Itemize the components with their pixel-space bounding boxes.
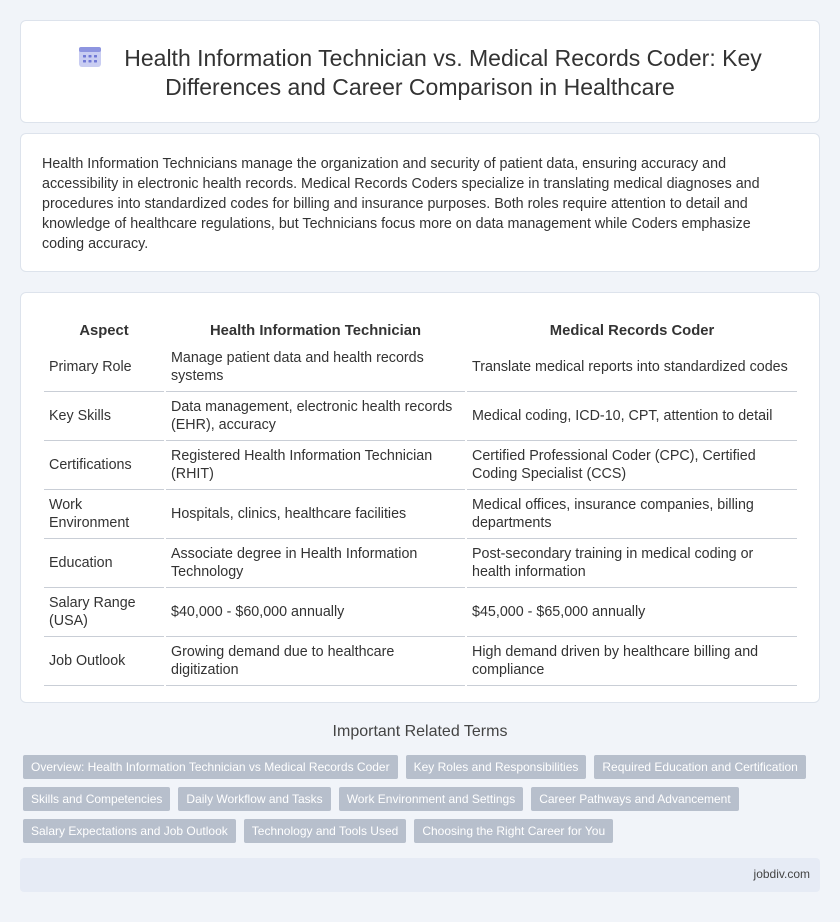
tag-key-roles[interactable]: Key Roles and Responsibilities: [406, 755, 587, 779]
row-aspect: Primary Role: [44, 343, 164, 392]
intro-card: [20, 133, 820, 272]
table-row: [44, 490, 797, 539]
footer-site[interactable]: jobdiv.com: [753, 867, 810, 881]
tag-career-pathways[interactable]: Career Pathways and Advancement: [531, 787, 738, 811]
comparison-table-card: [20, 292, 820, 703]
header-technician: Health Information Technician: [209, 323, 421, 339]
row-coder: High demand driven by healthcare billing and compliance: [467, 637, 797, 686]
row-technician: Growing demand due to healthcare digitization: [166, 637, 465, 686]
row-technician: Manage patient data and health records systems: [166, 343, 465, 392]
table-row: [44, 637, 797, 686]
table-row: [44, 392, 797, 441]
tag-skills[interactable]: Skills and Competencies: [23, 787, 170, 811]
row-aspect: Work Environment: [44, 490, 164, 539]
row-aspect: Job Outlook: [44, 637, 164, 686]
tag-row: [23, 787, 813, 811]
tag-row: [23, 755, 813, 779]
row-coder: Translate medical reports into standardized codes: [467, 343, 797, 392]
tag-salary-outlook[interactable]: Salary Expectations and Job Outlook: [23, 819, 236, 843]
row-aspect: Education: [44, 539, 164, 588]
header-coder: Medical Records Coder: [549, 323, 715, 339]
tag-technology-tools[interactable]: Technology and Tools Used: [244, 819, 407, 843]
intro-text: Health Information Technicians manage the organization and security of patient data, ensuring accuracy and accessibility in electronic health records. Medical Records Coders specialize in translating medical diagnoses and procedures into standardized codes for billing and insurance purposes. Both roles require attention to detail and knowledge of healthcare regulations, but Technicians focus more on data management while Coders emphasize coding accuracy.: [42, 156, 760, 252]
related-terms-tags: [23, 755, 813, 851]
header-aspect: Aspect: [79, 323, 129, 339]
row-aspect: Certifications: [44, 441, 164, 490]
tag-education-certification[interactable]: Required Education and Certification: [594, 755, 805, 779]
row-coder: Medical coding, ICD-10, CPT, attention to detail: [467, 392, 797, 441]
page-title-text: Health Information Technician vs. Medical Records Coder: Key Differences and Career Comparison in Healthcare: [124, 45, 762, 100]
tag-work-environment[interactable]: Work Environment and Settings: [339, 787, 524, 811]
page-title: [61, 44, 779, 102]
tag-daily-workflow[interactable]: Daily Workflow and Tasks: [178, 787, 330, 811]
row-coder: $45,000 - $65,000 annually: [467, 588, 797, 637]
table-row: [44, 588, 797, 637]
row-technician: Hospitals, clinics, healthcare facilities: [166, 490, 465, 539]
tag-row: [23, 819, 813, 843]
table-row: [44, 539, 797, 588]
row-technician: Registered Health Information Technician (RHIT): [166, 441, 465, 490]
related-terms-title: Important Related Terms: [332, 723, 508, 740]
row-coder: Certified Professional Coder (CPC), Certified Coding Specialist (CCS): [467, 441, 797, 490]
tag-overview[interactable]: Overview: Health Information Technician vs Medical Records Coder: [23, 755, 398, 779]
tag-choosing-career[interactable]: Choosing the Right Career for You: [414, 819, 613, 843]
row-coder: Post-secondary training in medical coding or health information: [467, 539, 797, 588]
title-card: [20, 20, 820, 123]
row-coder: Medical offices, insurance companies, billing departments: [467, 490, 797, 539]
row-technician: Data management, electronic health records (EHR), accuracy: [166, 392, 465, 441]
table-row: [44, 343, 797, 392]
table-row: [44, 441, 797, 490]
calendar-grid-icon: [78, 45, 102, 69]
row-technician: Associate degree in Health Information Technology: [166, 539, 465, 588]
comparison-table: [42, 311, 799, 686]
row-aspect: Key Skills: [44, 392, 164, 441]
footer: [20, 858, 820, 892]
row-technician: $40,000 - $60,000 annually: [166, 588, 465, 637]
row-aspect: Salary Range (USA): [44, 588, 164, 637]
table-header-row: [44, 311, 797, 343]
